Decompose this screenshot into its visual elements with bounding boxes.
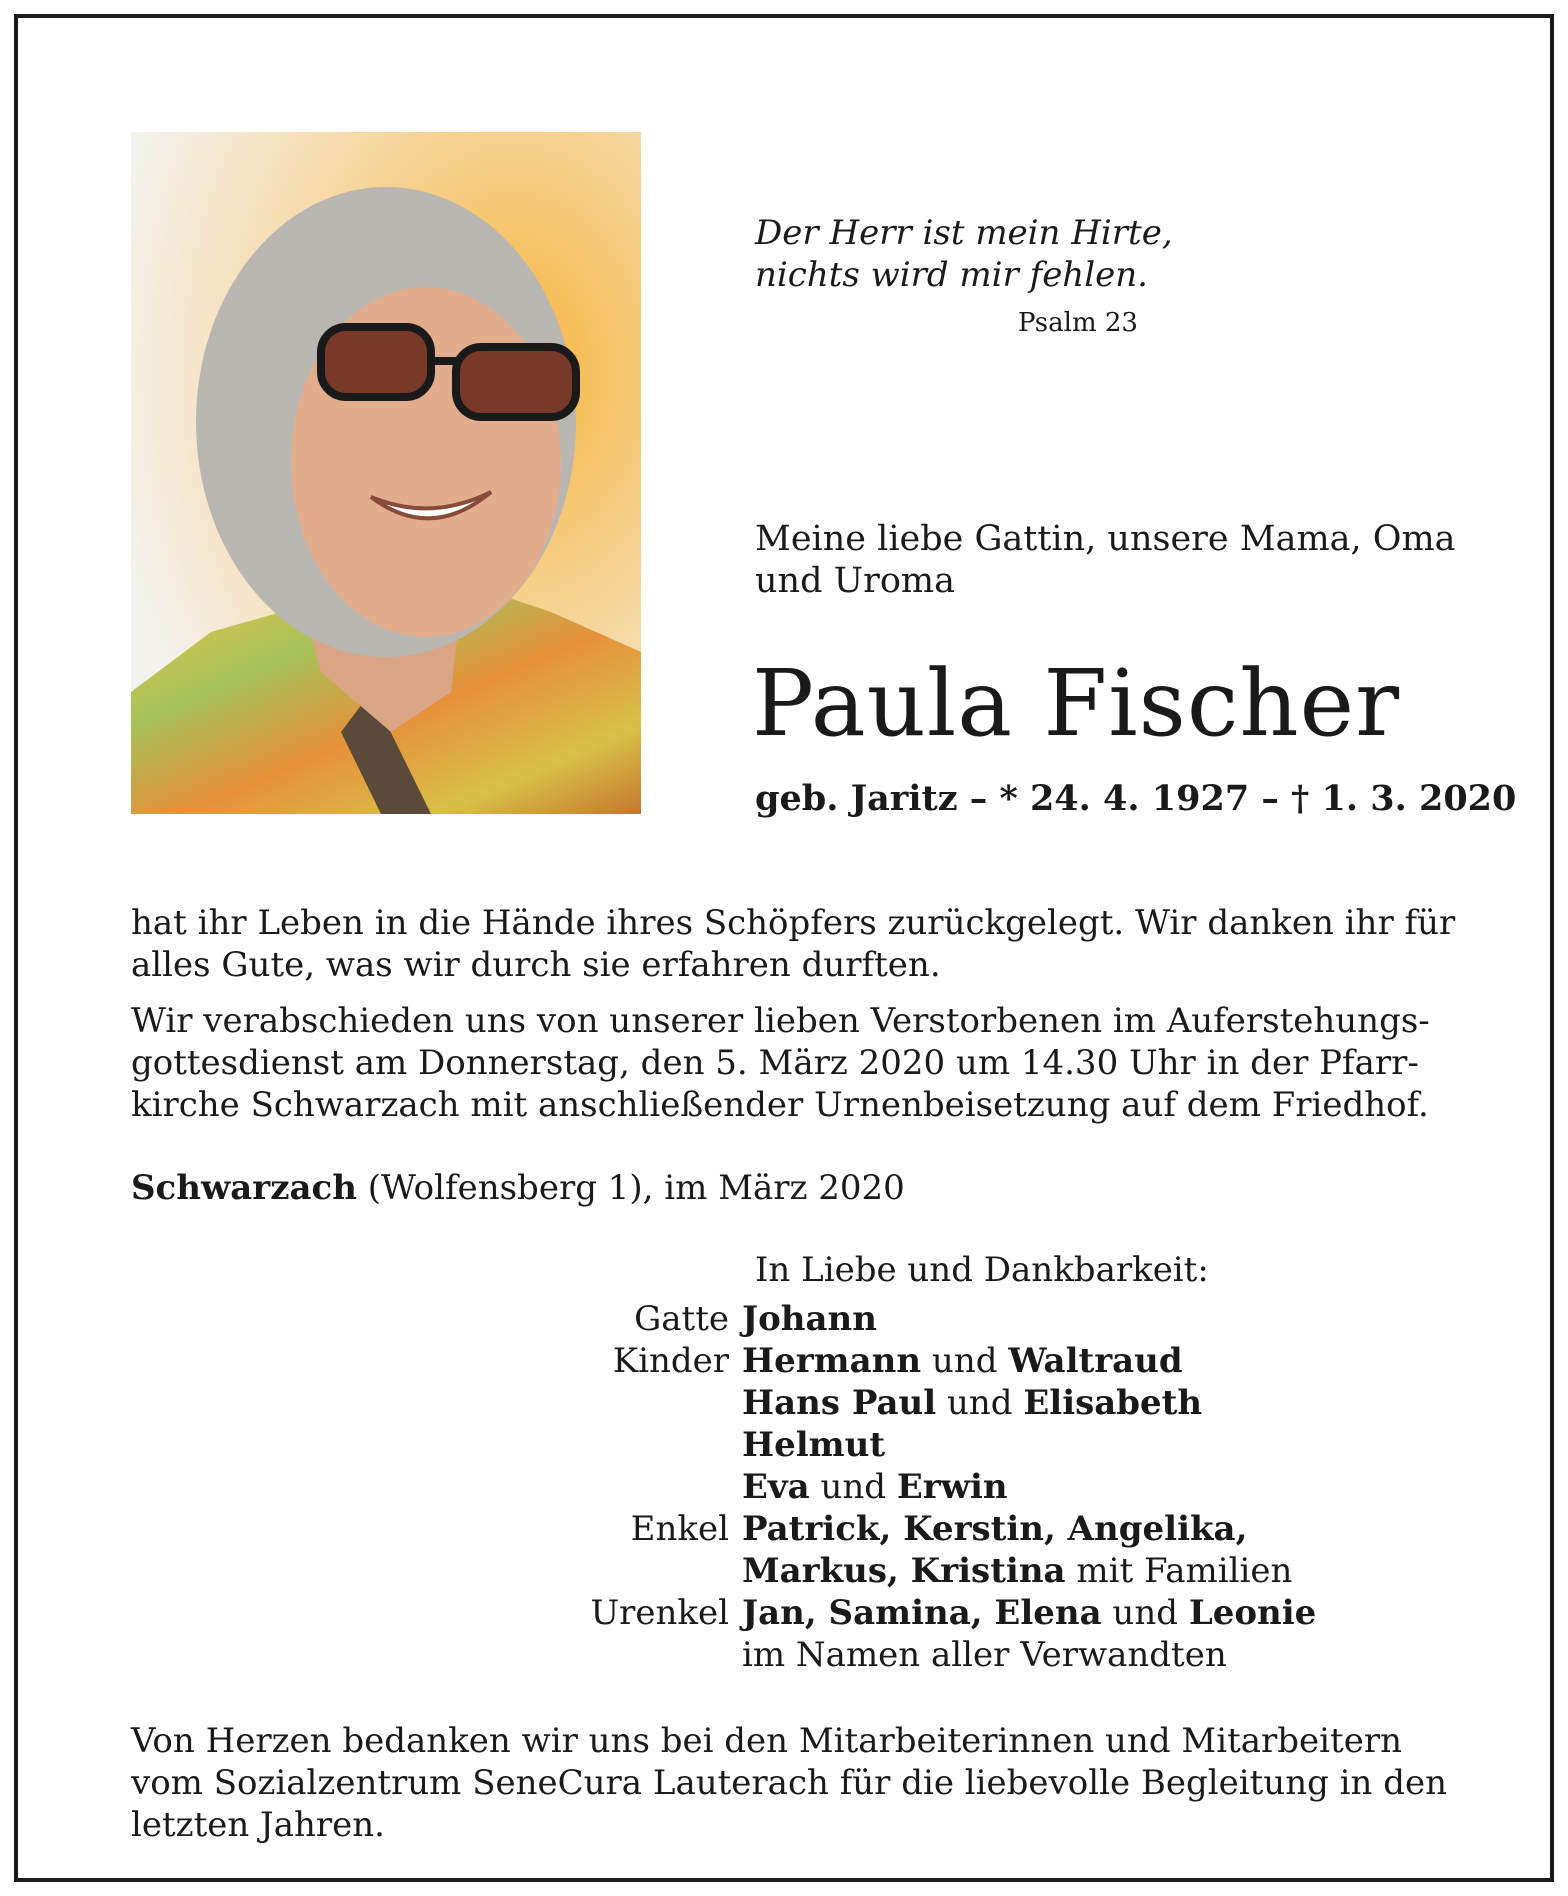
closing-thanks (131, 1720, 1447, 1846)
family-row (131, 1424, 1531, 1466)
family-member-name: Helmut (742, 1425, 886, 1465)
intro-line-2: und Uroma (755, 561, 955, 601)
intro-text (755, 518, 1456, 602)
family-member-name: Erwin (896, 1467, 1008, 1507)
place-and-date (131, 1168, 905, 1208)
family-member-name: Waltraud (1008, 1341, 1183, 1381)
family-connector: und (809, 1467, 897, 1507)
family-role: Gatte (634, 1299, 729, 1339)
family-role: Enkel (630, 1509, 729, 1549)
family-row (131, 1550, 1531, 1592)
closing-line: vom Sozialzentrum SeneCura Lauterach für die liebevolle Begleitung in den (131, 1763, 1448, 1803)
body-paragraph-1 (131, 902, 1456, 986)
family-names (742, 1340, 1183, 1382)
family-role (131, 1424, 742, 1466)
family-member-name: Elisabeth (1023, 1383, 1203, 1423)
quote-line-2: nichts wird mir fehlen. (755, 255, 1148, 295)
family-names (742, 1424, 885, 1466)
family-names (742, 1550, 1292, 1592)
family-member-name: Jan, Samina, Elena (742, 1593, 1102, 1633)
family-names (742, 1466, 1008, 1508)
body-line: hat ihr Leben in die Hände ihres Schöpfers zurückgelegt. Wir danken ihr für (131, 903, 1456, 943)
family-connector: und (936, 1383, 1024, 1423)
place-rest: (Wolfensberg 1), im März 2020 (356, 1168, 905, 1208)
family-member-name: Hermann (742, 1341, 922, 1381)
family-role: Urenkel (590, 1593, 729, 1633)
family-row (131, 1298, 1531, 1340)
family-connector: im Namen aller Verwandten (742, 1635, 1227, 1675)
family-names (742, 1298, 877, 1340)
family-heading: In Liebe und Dankbarkeit: (755, 1250, 1209, 1290)
closing-line: Von Herzen bedanken wir uns bei den Mitarbeiterinnen und Mitarbeitern (131, 1721, 1402, 1761)
family-role (131, 1634, 742, 1676)
family-role (131, 1466, 742, 1508)
family-member-name: Johann (742, 1299, 877, 1339)
family-role: Kinder (612, 1341, 729, 1381)
body-line: kirche Schwarzach mit anschließender Urnenbeisetzung auf dem Friedhof. (131, 1085, 1429, 1125)
family-connector: und (1101, 1593, 1189, 1633)
family-member-name: Hans Paul (742, 1383, 937, 1423)
family-member-name: Eva (742, 1467, 810, 1507)
family-row (131, 1466, 1531, 1508)
closing-line: letzten Jahren. (131, 1805, 385, 1845)
body-paragraph-2 (131, 1000, 1437, 1126)
portrait-photo (131, 132, 641, 814)
intro-line-1: Meine liebe Gattin, unsere Mama, Oma (755, 519, 1456, 559)
family-role (131, 1382, 742, 1424)
family-names (742, 1592, 1316, 1634)
family-connector: mit Familien (1065, 1551, 1293, 1591)
quote-reference: Psalm 23 (1018, 308, 1138, 338)
family-row (131, 1382, 1531, 1424)
family-connector: und (921, 1341, 1009, 1381)
family-member-name: Markus, Kristina (742, 1551, 1066, 1591)
family-names (742, 1382, 1202, 1424)
family-member-name: Patrick, Kerstin, Angelika, (742, 1509, 1248, 1549)
family-row (131, 1508, 1531, 1550)
birth-death-dates: geb. Jaritz – * 24. 4. 1927 – † 1. 3. 2020 (755, 778, 1517, 819)
place-town: Schwarzach (131, 1168, 357, 1208)
quote-line-1: Der Herr ist mein Hirte, (755, 213, 1173, 253)
family-row (131, 1634, 1531, 1676)
family-names (742, 1508, 1247, 1550)
deceased-name: Paula Fischer (752, 650, 1401, 757)
family-row (131, 1592, 1531, 1634)
body-line: alles Gute, was wir durch sie erfahren durften. (131, 945, 941, 985)
family-names (742, 1634, 1227, 1676)
family-member-name: Leonie (1188, 1593, 1317, 1633)
body-line: Wir verabschieden uns von unserer lieben Verstorbenen im Auferstehungs- (131, 1001, 1430, 1041)
body-line: gottesdienst am Donnerstag, den 5. März 2020 um 14.30 Uhr in der Pfarr- (131, 1043, 1419, 1083)
family-row (131, 1340, 1531, 1382)
bible-quote (755, 212, 1173, 296)
family-role (131, 1550, 742, 1592)
family-list (131, 1298, 1531, 1676)
